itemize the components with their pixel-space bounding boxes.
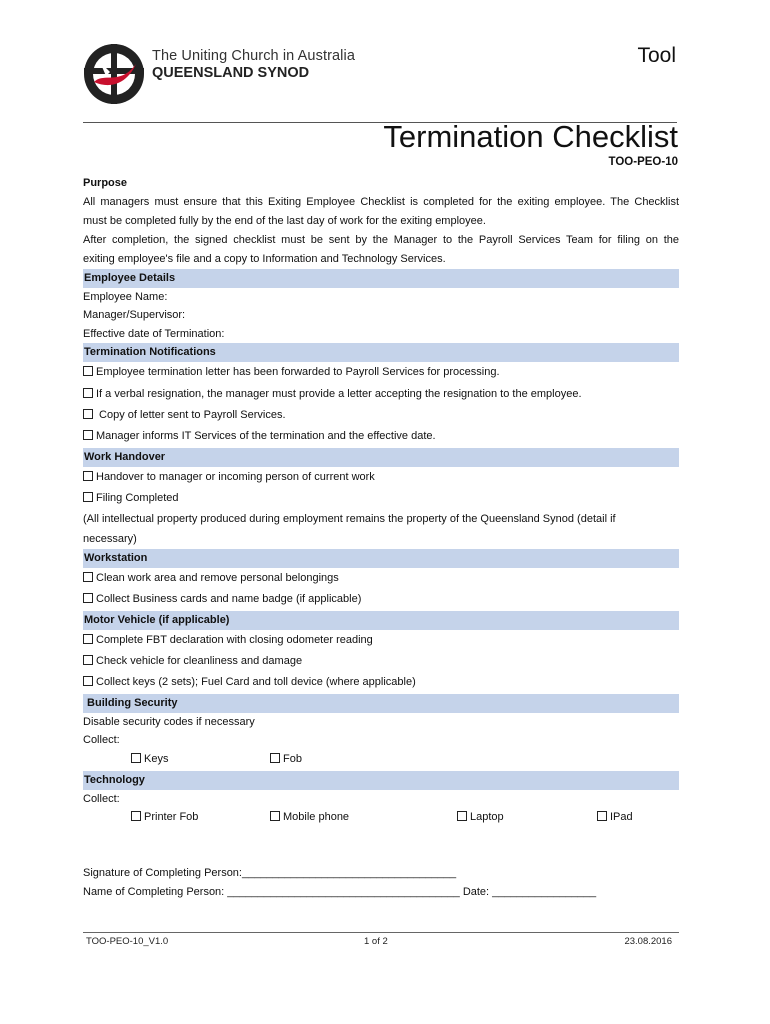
footer-page-number: 1 of 2 <box>364 936 388 947</box>
name-date-line[interactable]: Name of Completing Person: ______________________________________ Date: _________________ <box>83 886 597 898</box>
page-title: Termination Checklist <box>383 119 678 154</box>
checklist-item: Filing Completed <box>83 488 679 509</box>
footer-version: TOO-PEO-10_V1.0 <box>86 936 169 947</box>
section-workstation: Workstation <box>83 549 679 568</box>
option-keys: Keys <box>131 750 168 769</box>
checkbox[interactable] <box>83 572 93 582</box>
footer-date: 23.08.2016 <box>624 936 672 947</box>
checkbox[interactable] <box>83 634 93 644</box>
checklist-item: Clean work area and remove personal belongings <box>83 568 679 589</box>
checklist-item: Employee termination letter has been forwarded to Payroll Services for processing. <box>83 362 679 383</box>
option-printer-fob: Printer Fob <box>131 808 198 827</box>
footer-divider <box>83 932 679 933</box>
checkbox[interactable] <box>83 492 93 502</box>
checkbox[interactable] <box>83 471 93 481</box>
document-code: TOO-PEO-10 <box>608 156 678 168</box>
checkbox[interactable] <box>83 676 93 686</box>
purpose-heading: Purpose <box>83 177 128 189</box>
checklist-item: Manager informs IT Services of the termination and the effective date. <box>83 426 679 447</box>
technology-options <box>83 808 679 827</box>
checkbox[interactable] <box>457 811 467 821</box>
checkbox[interactable] <box>83 388 93 398</box>
option-mobile-phone: Mobile phone <box>270 808 349 827</box>
checklist-item: Copy of letter sent to Payroll Services. <box>83 405 679 426</box>
purpose-line: After completion, the signed checklist must be sent by the Manager to the Payroll Services Team for filing on the <box>83 233 679 246</box>
security-codes-line: Disable security codes if necessary <box>83 715 255 728</box>
collect-label: Collect: <box>83 792 120 805</box>
checkbox[interactable] <box>131 753 141 763</box>
org-name: The Uniting Church in Australia <box>152 48 355 64</box>
checklist-item: Check vehicle for cleanliness and damage <box>83 651 679 672</box>
section-motor-vehicle: Motor Vehicle (if applicable) <box>83 611 679 630</box>
checklist-item: Handover to manager or incoming person of current work <box>83 467 679 488</box>
document-type: Tool <box>637 44 676 67</box>
handover-note: (All intellectual property produced during employment remains the property of the Queensland Synod (detail if <box>83 513 616 526</box>
checklist-item: If a verbal resignation, the manager must provide a letter accepting the resignation to the employee. <box>83 384 679 405</box>
purpose-line: must be completed fully by the end of the last day of work for the exiting employee. <box>83 214 486 227</box>
section-termination-notifications: Termination Notifications <box>83 343 679 362</box>
field-manager: Manager/Supervisor: <box>83 309 186 322</box>
checkbox[interactable] <box>597 811 607 821</box>
checkbox[interactable] <box>83 366 93 376</box>
checkbox[interactable] <box>83 593 93 603</box>
field-employee-name: Employee Name: <box>83 290 168 303</box>
option-laptop: Laptop <box>457 808 504 827</box>
purpose-line: All managers must ensure that this Exiting Employee Checklist is completed for the exiting employee. The Checklist <box>83 195 679 208</box>
purpose-line: exiting employee's file and a copy to Information and Technology Services. <box>83 252 446 265</box>
field-termination-date: Effective date of Termination: <box>83 327 225 340</box>
checkbox[interactable] <box>270 811 280 821</box>
collect-label: Collect: <box>83 734 120 747</box>
uniting-church-logo <box>80 42 148 106</box>
checklist-item: Collect Business cards and name badge (if applicable) <box>83 589 679 610</box>
section-employee-details: Employee Details <box>83 269 679 288</box>
section-building-security: Building Security <box>83 694 679 713</box>
handover-note: necessary) <box>83 533 137 546</box>
option-fob: Fob <box>270 750 302 769</box>
section-work-handover: Work Handover <box>83 448 679 467</box>
security-options <box>83 750 679 769</box>
checkbox[interactable] <box>131 811 141 821</box>
section-technology: Technology <box>83 771 679 790</box>
checkbox[interactable] <box>270 753 280 763</box>
checkbox[interactable] <box>83 430 93 440</box>
option-ipad: IPad <box>597 808 633 827</box>
signature-line[interactable]: Signature of Completing Person:___________________________________ <box>83 867 457 879</box>
checklist-item: Collect keys (2 sets); Fuel Card and toll device (where applicable) <box>83 672 679 693</box>
checklist-item: Complete FBT declaration with closing odometer reading <box>83 630 679 651</box>
checkbox[interactable] <box>83 409 93 419</box>
checklist-body <box>83 174 679 827</box>
org-synod: QUEENSLAND SYNOD <box>152 65 310 81</box>
checkbox[interactable] <box>83 655 93 665</box>
